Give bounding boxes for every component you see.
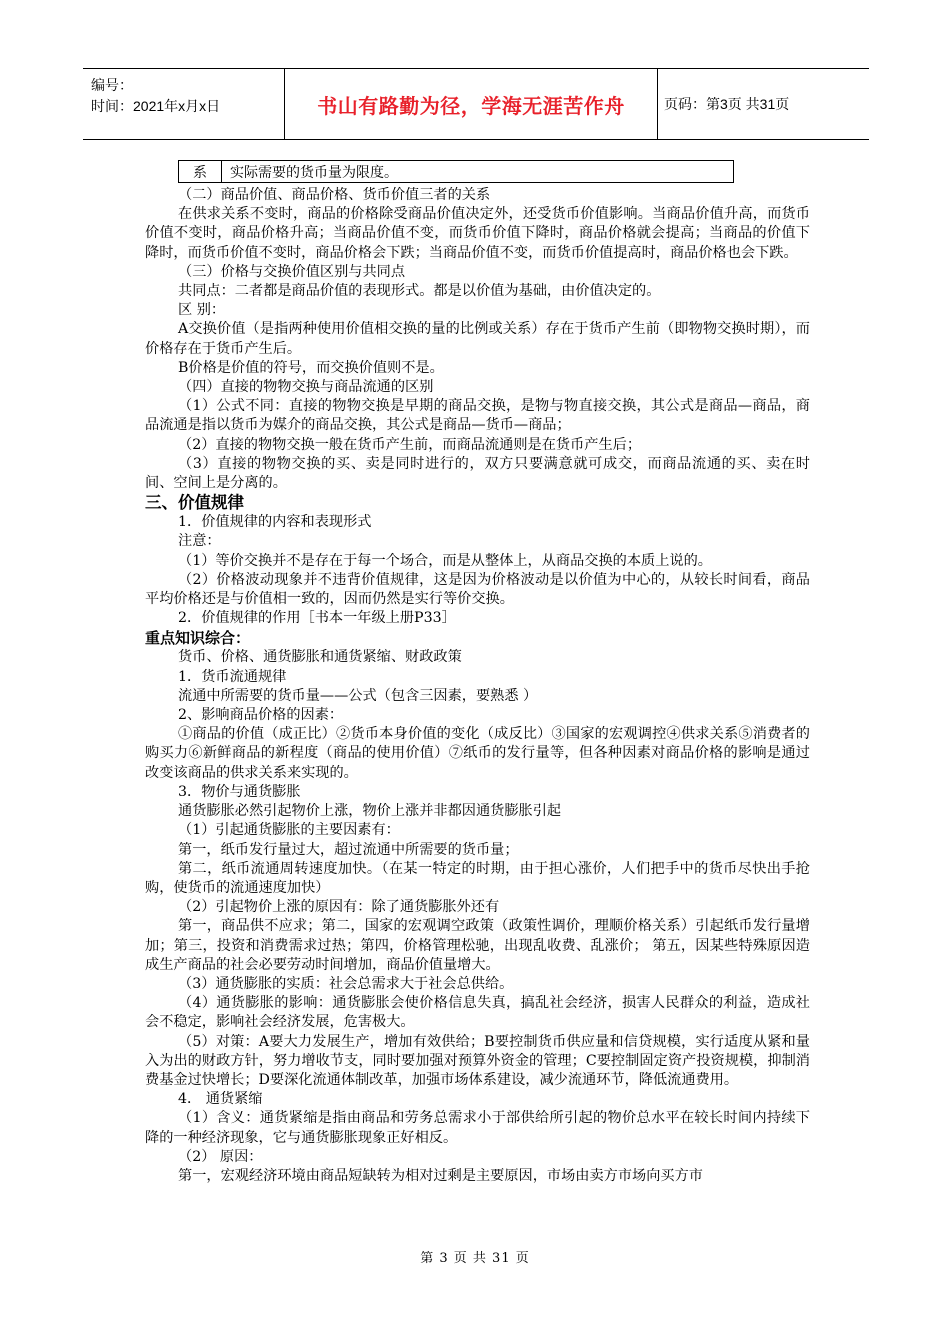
paragraph: （4）通货膨胀的影响：通货膨胀会使价格信息失真，搞乱社会经济，损害人民群众的利益，造成社会不稳定，影响社会经济发展，危害极大。	[145, 995, 810, 1031]
paragraph: （2） 原因：	[178, 1148, 263, 1165]
paragraph: （3）直接的物物交换的买、卖是同时进行的，双方只要满意就可成交，而商品流通的买、卖在时间、空间上是分离的。	[145, 455, 810, 492]
paragraph: （1）引起通货膨胀的主要因素有：	[178, 822, 400, 839]
subheading: 2、影响商品价格的因素：	[178, 707, 344, 724]
paragraph: 在供求关系不变时，商品的价格除受商品价值决定外，还受货币价值影响。当商品价值升高，而货币价值不变时，商品价格升高；当商品价值不变，而货币价值下降时，商品价格就会提高；当商品的价值下降时，而货币价值不变时，商品价格会下跌；当商品价值不变，而货币价值提高时，商品价格也会下跌。	[145, 206, 810, 261]
paragraph: B价格是价值的符号，而交换价值则不是。	[178, 359, 444, 376]
header-motto: 书山有路勤为径，学海无涯苦作舟	[285, 69, 658, 139]
header-page-number: 页码：第3页 共31页	[664, 96, 790, 112]
subheading: 1．价值规律的内容和表现形式	[178, 514, 372, 531]
paragraph: 流通中所需要的货币量——公式（包含三因素，要熟悉 ）	[178, 687, 538, 704]
paragraph: （1）等价交换并不是存在于每一个场合，而是从整体上，从商品交换的本质上说的。	[178, 552, 712, 569]
paragraph: 第一，纸币发行量过大，超过流通中所需要的货币量；	[178, 841, 519, 858]
section-heading: 三、价值规律	[145, 493, 244, 513]
header-meta	[83, 69, 285, 139]
paragraph: ①商品的价值（成正比）②货币本身价值的变化（成反比）③国家的宏观调控④供求关系⑤消费者的购买力⑥新鲜商品的新程度（商品的使用价值）⑦纸币的发行量等，但各种因素对商品价格的影响是通过改变该商品的供求关系来实现的。	[145, 726, 810, 781]
page-footer: 第 3 页 共 31 页	[420, 1251, 530, 1266]
subheading: 3．物价与通货膨胀	[178, 783, 301, 800]
subheading: 1．货币流通规律	[178, 668, 287, 685]
paragraph: 货币、价格、通货膨胀和通货紧缩、财政政策	[178, 649, 462, 666]
paragraph: （2）引起物价上涨的原因有：除了通货膨胀外还有	[178, 899, 500, 916]
paragraph: （2）直接的物物交换一般在货币产生前，而商品流通则是在货币产生后；	[178, 436, 642, 453]
page-header	[83, 68, 869, 140]
section-heading: 重点知识综合：	[145, 629, 251, 648]
paragraph: 第一，商品供不应求；第二，国家的宏观调空政策（政策性调价，理顺价格关系）引起纸币发行量增加；第三，投资和消费需求过热；第四，价格管理松驰，出现乱收费、乱涨价； 第五，因某些特殊原因造成生产商品的社会必要劳动时间增加，商品价值量增大。	[145, 918, 810, 973]
subheading: （二）商品价值、商品价格、货币价值三者的关系	[178, 187, 491, 203]
doc-number: 编号：	[91, 77, 133, 93]
paragraph: 第一，宏观经济环境由商品短缺转为相对过剩是主要原因，市场由卖方市场向买方市	[178, 1167, 703, 1184]
paragraph: A交换价值（是指两种使用价值相交换的量的比例或关系）存在于货币产生前（即物物交换时期），而价格存在于货币产生后。	[145, 321, 810, 357]
paragraph: （1）公式不同：直接的物物交换是早期的商品交换，是物与物直接交换，其公式是商品—商品，商品流通是指以货币为媒介的商品交换，其公式是商品—货币—商品；	[145, 398, 810, 434]
paragraph: 共同点：二者都是商品价值的表现形式。都是以价值为基础，由价值决定的。	[178, 283, 661, 300]
paragraph: （5）对策：A要大力发展生产，增加有效供给；B要控制货币供应量和信贷规模，实行适度从紧和量入为出的财政方针，努力增收节支，同时要加强对预算外资金的管理；C要控制固定资产投资规模，抑制消费基金过快增长；D要深化流通体制改革，加强市场体系建设，减少流通环节，降低流通费用。	[145, 1033, 810, 1088]
subheading: （三）价格与交换价值区别与共同点	[178, 263, 406, 280]
table-cell-content: 实际需要的货币量为限度。	[230, 164, 398, 181]
document-body	[145, 186, 810, 1186]
paragraph: （1）含义：通货紧缩是指由商品和劳务总需求小于部供给所引起的物价总水平在较长时间内持续下降的一种经济现象，它与通货膨胀现象正好相反。	[145, 1110, 810, 1146]
subheading: 2．价值规律的作用［书本一年级上册P33］	[178, 610, 456, 627]
table-cell-label: 系	[179, 161, 222, 182]
subheading: （四）直接的物物交换与商品流通的区别	[178, 379, 434, 396]
subheading: 4． 通货紧缩	[178, 1091, 263, 1108]
paragraph: 注意：	[178, 533, 221, 550]
paragraph: （3）通货膨胀的实质：社会总需求大于社会总供给。	[178, 975, 514, 992]
paragraph: 第二，纸币流通周转速度加快。（在某一特定的时期，由于担心涨价，人们把手中的货币尽快出手抢购，使货币的流通速度加快）	[145, 860, 810, 896]
table-row	[178, 160, 734, 183]
doc-time: 时间：2021年x月x日	[91, 98, 221, 114]
paragraph: （2）价格波动现象并不违背价值规律，这是因为价格波动是以价值为中心的，从较长时间看，商品平均价格还是与价值相一致的，因而仍然是实行等价交换。	[145, 571, 810, 608]
paragraph: 通货膨胀必然引起物价上涨，物价上涨并非都因通货膨胀引起	[178, 803, 562, 820]
paragraph: 区 别：	[178, 302, 226, 319]
